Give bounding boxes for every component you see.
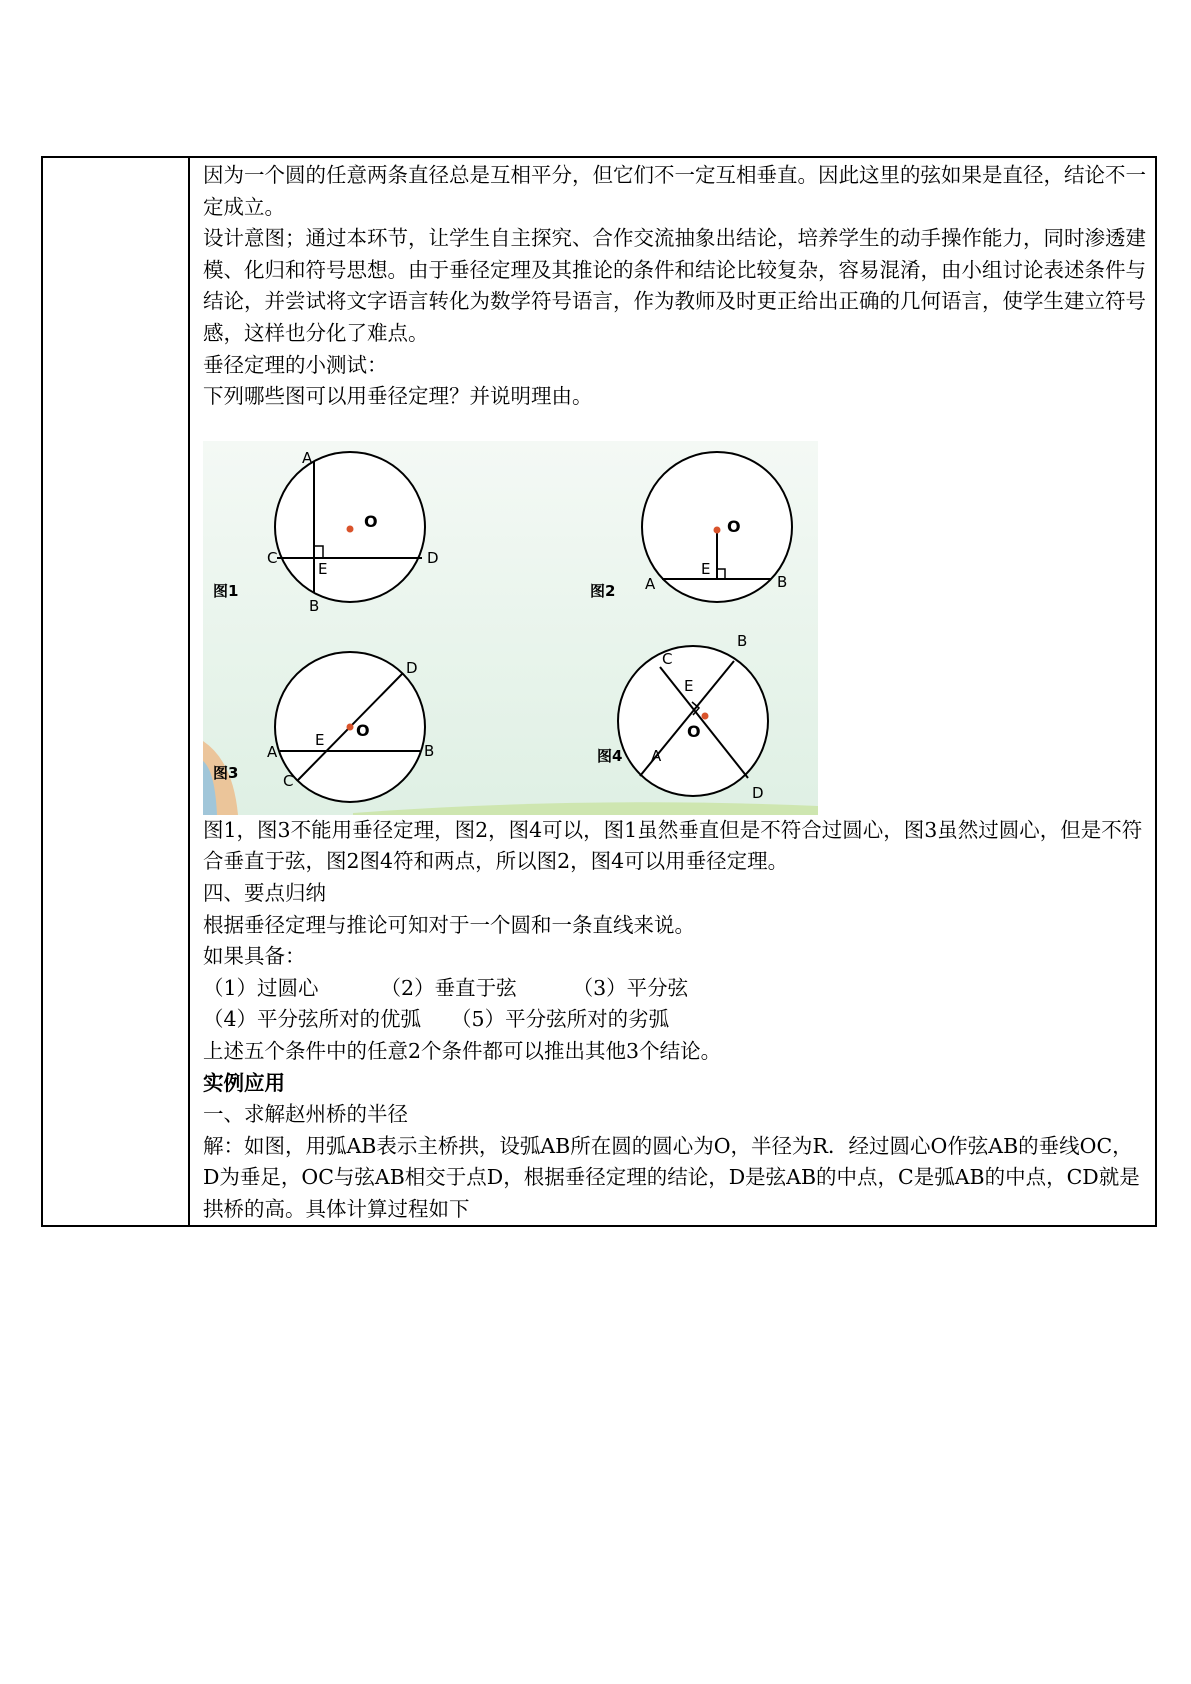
summary-line: 根据垂径定理与推论可知对于一个圆和一条直线来说。 (203, 912, 695, 937)
condition-1: （1）过圆心 (203, 975, 319, 1000)
label-e: E (701, 559, 711, 578)
label-c: C (267, 548, 278, 567)
label-d: D (752, 783, 764, 802)
answer-paragraph: 图1，图3不能用垂径定理，图2，图4可以，图1虽然垂直但是不符合过圆心，图3虽然过圆心，但是不符合垂直于弦，图2图4符和两点，所以图2，图4可以用垂径定理。 (203, 817, 1143, 874)
application-heading: 实例应用 (203, 1070, 285, 1095)
center-dot (702, 712, 709, 719)
condition-5: （5）平分弦所对的劣弧 (451, 1007, 670, 1032)
label-d: D (406, 658, 418, 677)
design-intent-paragraph: 设计意图；通过本环节，让学生自主探究、合作交流抽象出结论，培养学生的动手操作能力，同时渗透建模、化归和符号思想。由于垂径定理及其推论的条件和结论比较复杂，容易混淆，由小组讨论表述条件与结论，并尝试将文字语言转化为数学符号语言，作为教师及时更正给出正确的几何语言，使学生建立符号感，这样也分化了难点。 (203, 226, 1146, 345)
summary-conclusion: 上述五个条件中的任意2个条件都可以推出其他3个结论。 (203, 1038, 722, 1063)
content-cell (189, 157, 1156, 1226)
theorem-figures (203, 441, 818, 815)
figure-caption: 图2 (590, 581, 616, 600)
condition-4: （4）平分弦所对的优弧 (203, 1007, 422, 1032)
center-dot (714, 526, 721, 533)
label-a: A (267, 742, 278, 761)
condition-row (203, 1004, 1147, 1036)
label-o: O (727, 516, 741, 536)
summary-heading: 四、要点归纳 (203, 880, 326, 905)
label-b: B (309, 596, 320, 615)
figure-caption: 图4 (597, 746, 623, 765)
label-e: E (684, 676, 694, 695)
lesson-table (41, 156, 1157, 1227)
figure-caption: 图1 (213, 581, 239, 600)
center-dot (347, 525, 354, 532)
condition-2: （2）垂直于弦 (380, 975, 517, 1000)
label-b: B (424, 741, 435, 760)
condition-row (203, 973, 1147, 1005)
left-column-cell (42, 157, 189, 1226)
label-b: B (737, 631, 748, 650)
application-subheading: 一、求解赵州桥的半径 (203, 1102, 408, 1127)
label-a: A (645, 574, 656, 593)
figure-caption: 图3 (213, 763, 239, 782)
solution-paragraph: 解：如图，用弧AB表示主桥拱，设弧AB所在圆的圆心为O，半径为R．经过圆心O作弦AB的垂线OC，D为垂足，OC与弦AB相交于点D，根据垂径定理的结论，D是弦AB的中点，C是弧AB的中点，CD就是拱桥的高。具体计算过程如下 (203, 1133, 1140, 1221)
label-b: B (777, 572, 788, 591)
intro-paragraph: 因为一个圆的任意两条直径总是互相平分，但它们不一定互相垂直。因此这里的弦如果是直径，结论不一定成立。 (203, 163, 1146, 219)
label-c: C (283, 771, 294, 790)
quiz-title: 垂径定理的小测试： (203, 352, 388, 377)
label-o: O (356, 720, 370, 740)
label-e: E (318, 559, 328, 578)
label-d: D (427, 548, 439, 567)
center-dot (347, 723, 354, 730)
label-e: E (315, 730, 325, 749)
label-o: O (364, 511, 378, 531)
label-a: A (651, 746, 662, 765)
condition-3: （3）平分弦 (572, 975, 689, 1000)
content-body (190, 158, 1155, 1225)
label-o: O (687, 721, 701, 741)
summary-line: 如果具备： (203, 944, 306, 969)
label-a: A (302, 448, 313, 467)
label-c: C (662, 649, 673, 668)
quiz-question: 下列哪些图可以用垂径定理？并说明理由。 (203, 384, 593, 409)
